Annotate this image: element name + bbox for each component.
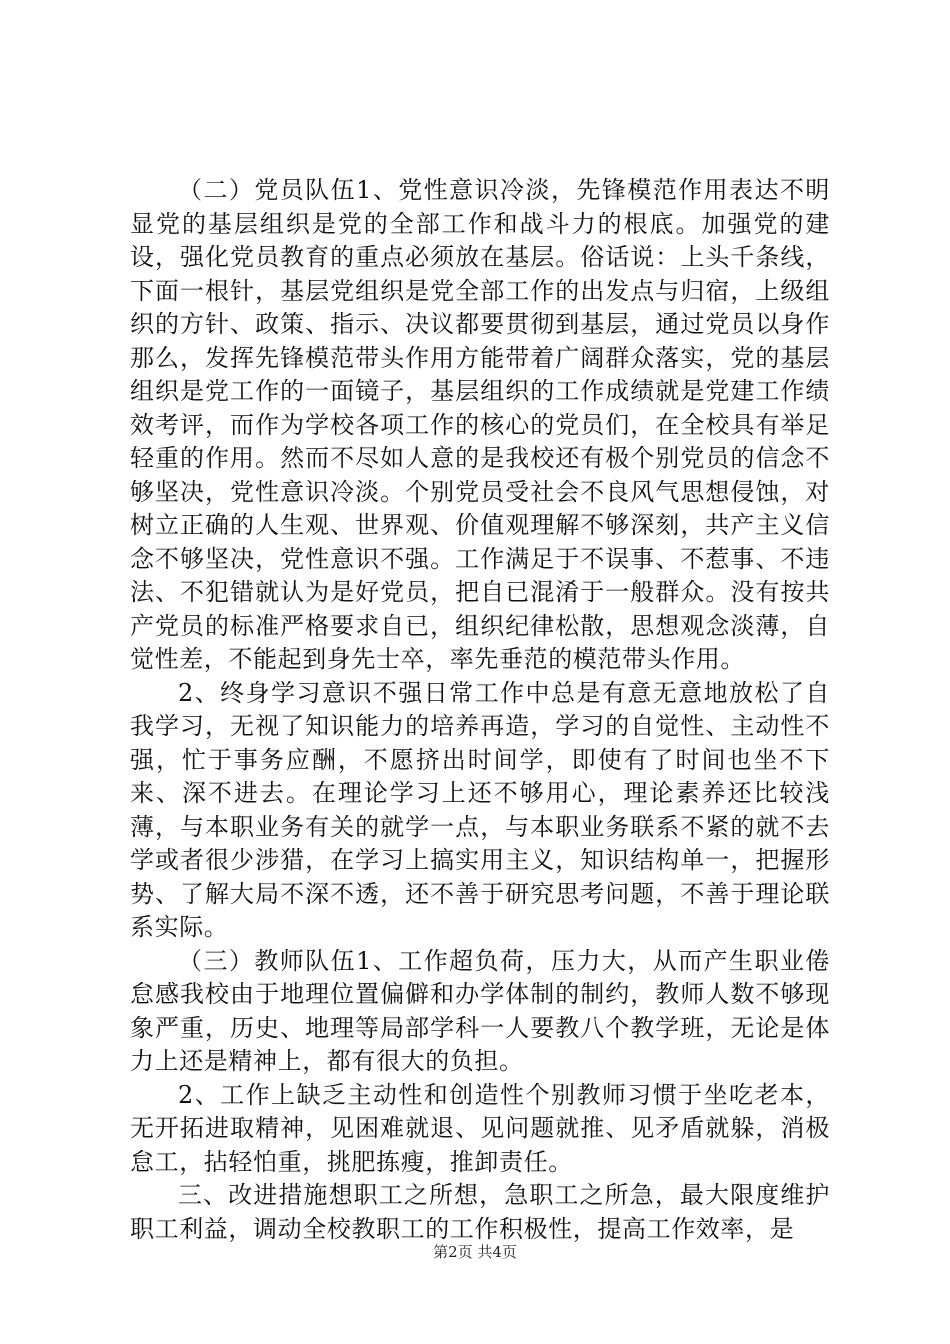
document-body — [130, 174, 830, 1246]
page-number-footer: 第2页 共4页 — [433, 1243, 517, 1261]
paragraph-improvement-measures: 三、改进措施想职工之所想，急职工之所急，最大限度维护职工利益，调动全校教职工的工作积极性，提高工作效率，是 — [130, 1181, 830, 1243]
paragraph-party-members: （二）党员队伍1、党性意识冷淡，先锋模范作用表达不明显党的基层组织是党的全部工作和战斗力的根底。加强党的建设，强化党员教育的重点必须放在基层。俗话说：上头千条线，下面一根针，基层党组织是党全部工作的出发点与归宿，上级组织的方针、政策、指示、决议都要贯彻到基层，通过党员以身作那么，发挥先锋模范带头作用方能带着广阔群众落实，党的基层组织是党工作的一面镜子，基层组织的工作成绩就是党建工作绩效考评，而作为学校各项工作的核心的党员们，在全校具有举足轻重的作用。然而不尽如人意的是我校还有极个别党员的信念不够坚决，党性意识冷淡。个别党员受社会不良风气思想侵蚀，对树立正确的人生观、世界观、价值观理解不够深刻，共产主义信念不够坚决，党性意识不强。工作满足于不误事、不惹事、不违法、不犯错就认为是好党员，把自已混淆于一般群众。没有按共产党员的标准严格要求自已，组织纪律松散，思想观念淡薄，自觉性差，不能起到身先士卒，率先垂范的模范带头作用。 — [130, 176, 830, 673]
paragraph-teacher-initiative: 2、工作上缺乏主动性和创造性个别教师习惯于坐吃老本，无开拓进取精神，见困难就退、见问题就推、见矛盾就躲，消极怠工，拈轻怕重，挑肥拣瘦，推卸责任。 — [130, 1080, 830, 1176]
paragraph-teacher-workload: （三）教师队伍1、工作超负荷，压力大，从而产生职业倦怠感我校由于地理位置偏僻和办学体制的制约，教师人数不够现象严重，历史、地理等局部学科一人要教八个教学班，无论是体力上还是精神上，都有很大的负担。 — [130, 946, 830, 1075]
paragraph-lifelong-learning: 2、终身学习意识不强日常工作中总是有意无意地放松了自我学习，无视了知识能力的培养再造，学习的自觉性、主动性不强，忙于事务应酬，不愿挤出时间学，即使有了时间也坐不下来、深不进去。在理论学习上还不够用心，理论素养还比较浅薄，与本职业务有关的就学一点，与本职业务联系不紧的就不去学或者很少涉猎，在学习上搞实用主义，知识结构单一，把握形势、了解大局不深不透，还不善于研究思考问题，不善于理论联系实际。 — [130, 678, 830, 941]
